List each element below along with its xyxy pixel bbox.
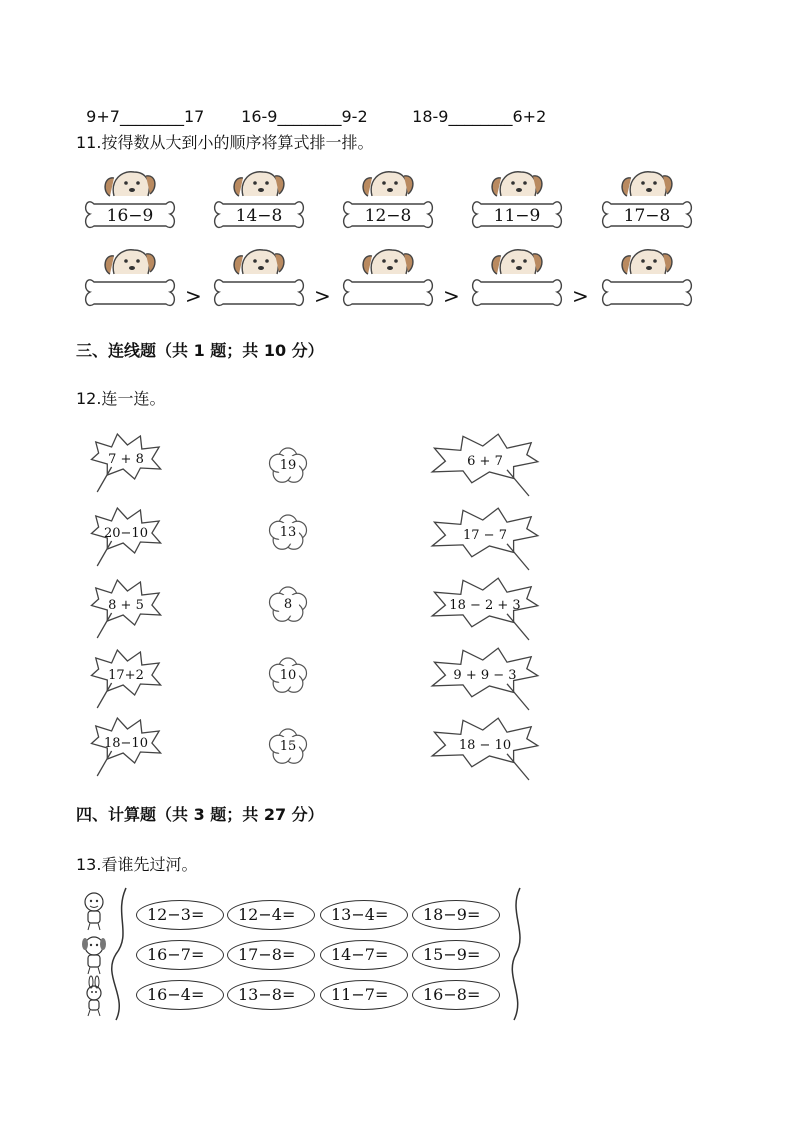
section-4-heading: 四、计算题（共 3 题；共 27 分） <box>76 805 324 824</box>
leaf-expression-text: 17 − 7 <box>463 527 507 543</box>
greater-than-sign: > <box>314 284 331 308</box>
puppy-icon <box>82 937 106 974</box>
dog-bone-expression <box>84 166 176 238</box>
maple-leaf-card[interactable] <box>430 576 540 644</box>
maple-leaf-card[interactable] <box>90 506 162 570</box>
answer-blank[interactable]: ________ <box>277 107 342 126</box>
dog-bone-expression <box>213 166 305 238</box>
flower-number-text: 8 <box>283 597 293 612</box>
equation-oval[interactable]: 13−8= <box>227 980 315 1010</box>
equation-oval[interactable]: 18−9= <box>412 900 500 930</box>
maple-leaf-card[interactable] <box>90 432 162 496</box>
bone-expression-text: 14−8 <box>235 206 283 226</box>
equation-oval[interactable]: 12−3= <box>136 900 224 930</box>
river-area <box>76 884 536 1024</box>
equation-oval[interactable]: 17−8= <box>227 940 315 970</box>
compare-row <box>402 88 546 126</box>
monkey-icon <box>85 893 103 930</box>
greater-than-sign: > <box>443 284 460 308</box>
dog-bone-answer-box[interactable] <box>471 244 563 316</box>
maple-leaf-card[interactable] <box>90 578 162 642</box>
dog-with-bone-icon <box>342 244 434 316</box>
dog-bone-expression <box>601 166 693 238</box>
leaf-expression-text: 18−10 <box>104 736 148 751</box>
leaf-expression-text: 7 + 8 <box>108 452 144 467</box>
bone-expression-text: 17−8 <box>623 206 671 226</box>
rabbit-icon <box>87 976 101 1016</box>
maple-leaf-card[interactable] <box>90 648 162 712</box>
equation-oval[interactable]: 14−7= <box>320 940 408 970</box>
maple-leaf-card[interactable] <box>90 716 162 780</box>
compare-row <box>231 88 368 126</box>
flower-number-text: 19 <box>279 458 297 473</box>
question-11-title: 11.按得数从大到小的顺序将算式排一排。 <box>76 133 374 152</box>
question-12-title: 12.连一连。 <box>76 389 166 408</box>
question-13-title: 13.看谁先过河。 <box>76 855 198 874</box>
maple-leaf-card[interactable] <box>430 432 540 500</box>
equation-oval[interactable]: 16−7= <box>136 940 224 970</box>
flower-number-card[interactable] <box>263 445 313 487</box>
greater-than-sign: > <box>185 284 202 308</box>
dog-bone-answer-box[interactable] <box>213 244 305 316</box>
flower-number-card[interactable] <box>263 726 313 768</box>
leaf-expression-text: 17+2 <box>108 668 144 683</box>
equation-oval[interactable]: 12−4= <box>227 900 315 930</box>
greater-than-sign: > <box>572 284 589 308</box>
leaf-expression-text: 6 + 7 <box>467 453 503 469</box>
dog-bone-expression <box>342 166 434 238</box>
compare-right-3: 6+2 <box>512 107 547 126</box>
bone-expression-text: 11−9 <box>493 206 541 226</box>
dog-with-bone-icon <box>213 166 305 238</box>
leaf-expression-text: 20−10 <box>104 526 148 541</box>
leaf-expression-text: 9 + 9 − 3 <box>453 667 517 683</box>
dog-with-bone-icon <box>84 244 176 316</box>
compare-left-2: 16-9 <box>241 107 278 126</box>
compare-row <box>76 88 204 126</box>
answer-blank[interactable]: ________ <box>448 107 513 126</box>
equation-oval[interactable]: 16−4= <box>136 980 224 1010</box>
leaf-expression-text: 8 + 5 <box>108 598 144 613</box>
dog-with-bone-icon <box>471 244 563 316</box>
flower-number-card[interactable] <box>263 584 313 626</box>
section-3-heading: 三、连线题（共 1 题；共 10 分） <box>76 341 324 360</box>
bone-expression-text: 16−9 <box>106 206 154 226</box>
dog-bone-answer-box[interactable] <box>84 244 176 316</box>
compare-left-3: 18-9 <box>412 107 449 126</box>
maple-leaf-card[interactable] <box>430 646 540 714</box>
dog-bone-answer-box[interactable] <box>342 244 434 316</box>
flower-number-text: 15 <box>279 739 297 754</box>
dog-with-bone-icon <box>342 166 434 238</box>
answer-blank[interactable]: ________ <box>119 107 184 126</box>
dog-with-bone-icon <box>601 166 693 238</box>
compare-left-1: 9+7 <box>86 107 120 126</box>
dog-with-bone-icon <box>471 166 563 238</box>
leaf-expression-text: 18 − 10 <box>458 737 512 753</box>
leaf-expression-text: 18 − 2 + 3 <box>449 597 521 613</box>
equation-oval[interactable]: 16−8= <box>412 980 500 1010</box>
equation-oval[interactable]: 13−4= <box>320 900 408 930</box>
maple-leaf-card[interactable] <box>430 716 540 784</box>
flower-number-card[interactable] <box>263 512 313 554</box>
compare-right-2: 9-2 <box>341 107 368 126</box>
dog-with-bone-icon <box>213 244 305 316</box>
flower-number-text: 10 <box>279 668 297 683</box>
dog-with-bone-icon <box>84 166 176 238</box>
flower-number-text: 13 <box>279 525 297 540</box>
dog-with-bone-icon <box>601 244 693 316</box>
equation-oval[interactable]: 15−9= <box>412 940 500 970</box>
dog-bone-expression <box>471 166 563 238</box>
dog-bone-answer-box[interactable] <box>601 244 693 316</box>
equation-oval[interactable]: 11−7= <box>320 980 408 1010</box>
maple-leaf-card[interactable] <box>430 506 540 574</box>
flower-number-card[interactable] <box>263 655 313 697</box>
bone-expression-text: 12−8 <box>364 206 412 226</box>
compare-right-1: 17 <box>183 107 205 126</box>
